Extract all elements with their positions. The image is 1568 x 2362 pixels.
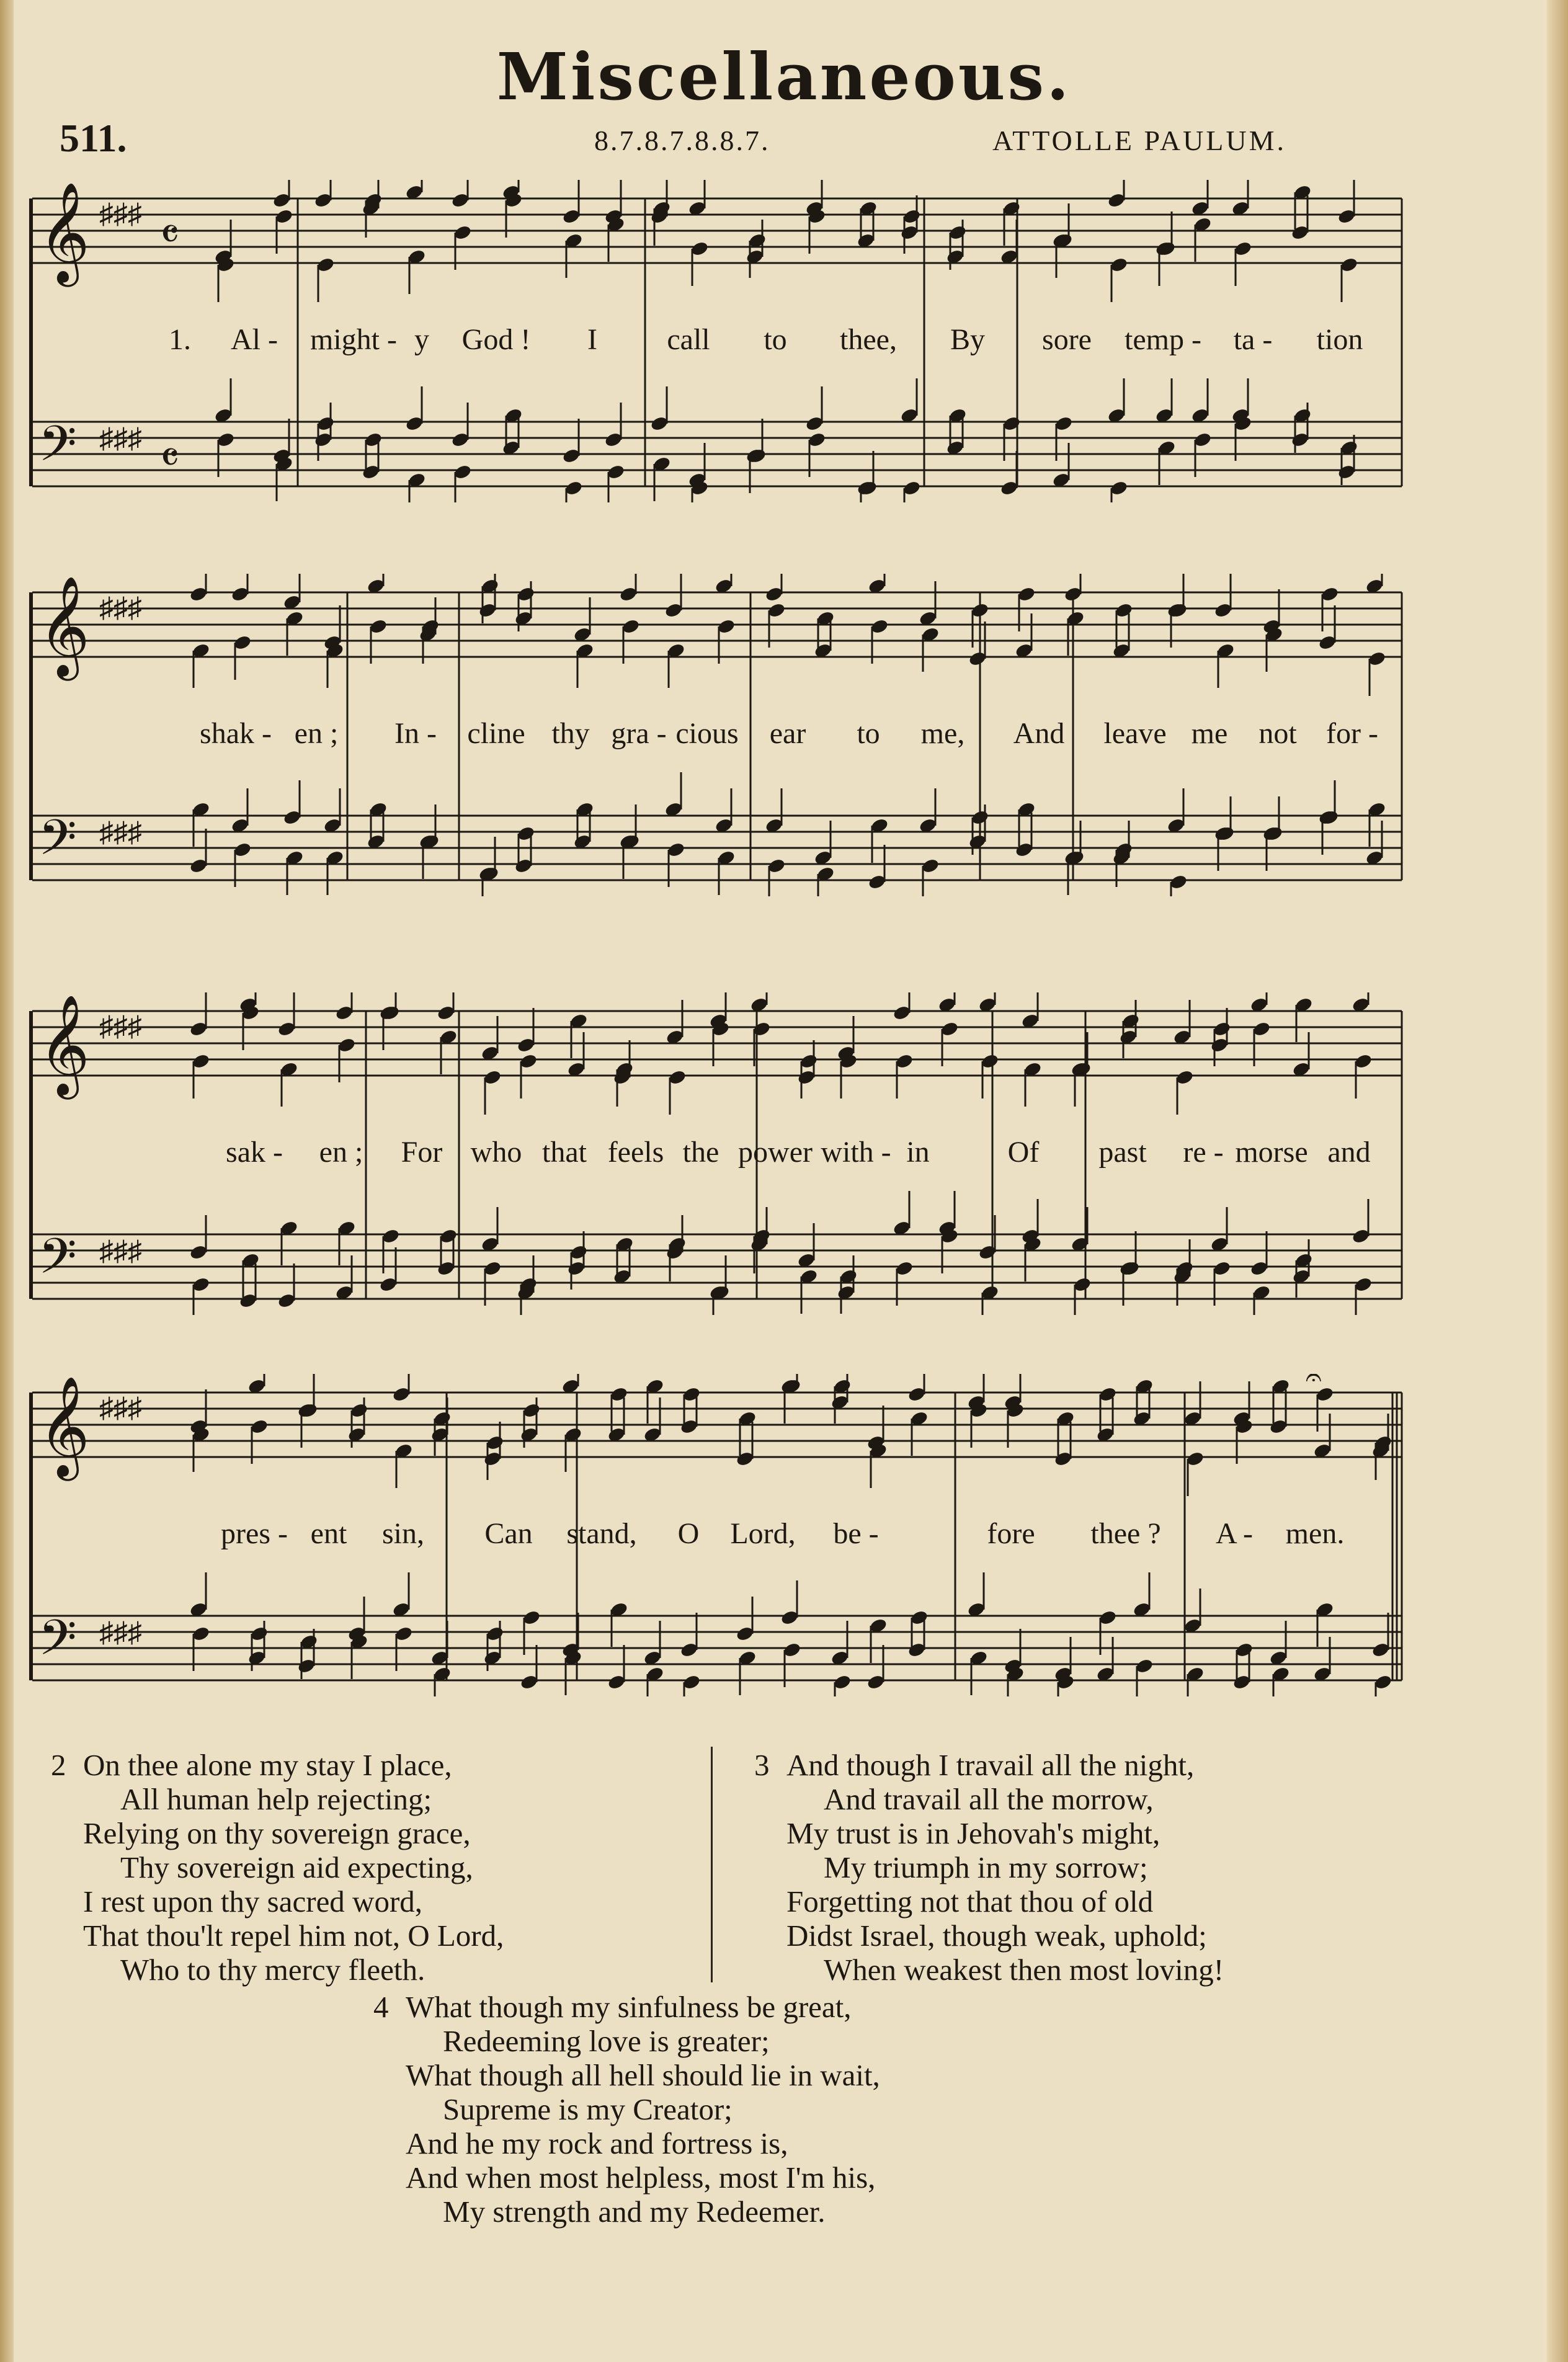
fermata-icon: 𝄐 (1306, 1374, 1322, 1393)
lyric-syllable: fore (987, 1517, 1035, 1550)
verse-line: And travail all the morrow, (824, 1782, 1154, 1816)
verse-line: Relying on thy sovereign grace, (83, 1816, 471, 1850)
music-system-4 (25, 1374, 1408, 1721)
lyric-syllable: in (906, 1136, 930, 1169)
lyric-syllable: By (950, 323, 986, 356)
treble-staff (32, 1393, 1402, 1457)
verse-number: 4 (373, 1990, 389, 2024)
lyric-syllable: shak - (200, 717, 272, 750)
lyric-syllable: Of (1007, 1136, 1040, 1169)
verse-line: And he my rock and fortress is, (406, 2126, 788, 2160)
page-binding-edge (0, 0, 14, 2362)
key-signature-sharps: ♯♯♯ (99, 422, 142, 454)
verse-2 (51, 1748, 504, 1987)
lyric-syllable: Al - (231, 323, 278, 356)
lyric-syllable: sin, (381, 1517, 425, 1550)
music-system-1 (25, 180, 1408, 527)
verse-number: 3 (754, 1748, 770, 1782)
verse-line: Redeeming love is greater; (443, 2024, 770, 2058)
verse-line: What though my sinfulness be great, (406, 1990, 852, 2024)
lyric-syllable: Lord, (730, 1517, 796, 1550)
lyric-line-4 (25, 1517, 1408, 1554)
verse-3 (754, 1748, 1224, 1987)
page-outer-edge (1547, 0, 1568, 2362)
key-signature-sharps: ♯♯♯ (99, 1010, 142, 1042)
verse-number: 2 (51, 1748, 66, 1782)
treble-clef-icon: 𝄞 (38, 579, 90, 675)
bass-clef-icon: 𝄢 (38, 811, 77, 877)
lyric-syllable: might - (310, 323, 397, 356)
key-signature-sharps: ♯♯♯ (99, 1392, 142, 1424)
lyric-syllable: for - (1326, 717, 1378, 750)
lyric-syllable: cline (467, 717, 525, 750)
lyric-syllable: me, (920, 717, 965, 750)
bass-staff (32, 422, 1402, 486)
lyric-syllable: ent (310, 1517, 347, 1550)
lyric-syllable: O (677, 1517, 700, 1550)
lyric-syllable: who (470, 1136, 522, 1169)
lyric-syllable: that (542, 1136, 587, 1169)
hymn-number: 511. (60, 116, 127, 160)
lyric-syllable: gra - (611, 717, 667, 750)
verse-line: And when most helpless, most I'm his, (406, 2160, 876, 2195)
verse-line: When weakest then most loving! (824, 1953, 1224, 1987)
lyric-syllable: feels (607, 1136, 664, 1169)
treble-clef-icon: 𝄞 (38, 997, 90, 1094)
lyric-line-2 (25, 716, 1408, 754)
lyric-syllable: morse (1235, 1136, 1308, 1169)
verse-line: And though I travail all the night, (786, 1748, 1195, 1782)
verse-line: That thou'lt repel him not, O Lord, (83, 1919, 504, 1953)
lyric-syllable: en ; (319, 1136, 363, 1169)
verse-line: Supreme is my Creator; (443, 2092, 733, 2126)
key-signature-sharps: ♯♯♯ (99, 816, 142, 848)
lyric-syllable: pres - (221, 1517, 288, 1550)
key-signature-sharps: ♯♯♯ (99, 198, 142, 230)
lyric-syllable: to (857, 717, 880, 750)
treble-clef-icon: 𝄞 (38, 185, 90, 281)
bass-clef-icon: 𝄢 (38, 1611, 77, 1677)
bass-clef-icon: 𝄢 (38, 417, 77, 483)
lyric-syllable: ta - (1233, 323, 1273, 356)
lyric-syllable: thee, (840, 323, 897, 356)
lyric-syllable: A - (1216, 1517, 1253, 1550)
lyric-syllable: men. (1285, 1517, 1345, 1550)
section-title: Miscellaneous. (496, 38, 1072, 115)
lyric-line-1 (25, 323, 1408, 360)
lyric-syllable: ear (769, 717, 806, 750)
lyric-syllable: God ! (461, 323, 531, 356)
lyric-syllable: to (764, 323, 787, 356)
verse-line: All human help rejecting; (120, 1782, 432, 1816)
lyric-syllable: re - (1183, 1136, 1224, 1169)
lyric-syllable: cious (675, 717, 739, 750)
verse-line: I rest upon thy sacred word, (83, 1884, 423, 1919)
verse-line: My strength and my Redeemer. (443, 2195, 826, 2229)
verse-line: My triumph in my sorrow; (824, 1850, 1148, 1884)
verse-line: What though all hell should lie in wait, (406, 2058, 880, 2092)
key-signature-sharps: ♯♯♯ (99, 1235, 142, 1267)
lyric-syllable: the (682, 1136, 719, 1169)
lyric-syllable: past (1098, 1136, 1147, 1169)
lyric-syllable: In - (394, 717, 437, 750)
lyric-syllable: I (587, 323, 597, 356)
lyric-syllable: leave (1103, 717, 1167, 750)
lyric-syllable: be - (833, 1517, 879, 1550)
key-signature-sharps: ♯♯♯ (99, 1616, 142, 1648)
lyric-syllable: sak - (226, 1136, 283, 1169)
lyric-syllable: thy (551, 717, 590, 750)
lyric-syllable: And (1013, 717, 1065, 750)
lyric-syllable: 1. (169, 323, 191, 356)
common-time-icon: 𝄴 (160, 435, 180, 483)
lyric-syllable: For (401, 1136, 443, 1169)
verse-line: On thee alone my stay I place, (83, 1748, 452, 1782)
lyric-syllable: Can (484, 1517, 533, 1550)
lyric-syllable: me (1191, 717, 1228, 750)
lyric-syllable: sore (1042, 323, 1092, 356)
hymn-meter: 8.7.8.7.8.8.7. (594, 125, 770, 156)
lyric-syllable: and (1327, 1136, 1371, 1169)
lyric-syllable: temp - (1125, 323, 1201, 356)
lyric-syllable: not (1258, 717, 1297, 750)
verse-line: Didst Israel, though weak, uphold; (786, 1919, 1207, 1953)
lyric-syllable: en ; (294, 717, 339, 750)
lyric-syllable: thee ? (1090, 1517, 1161, 1550)
lyric-line-3 (25, 1135, 1408, 1172)
verse-line: Thy sovereign aid expecting, (120, 1850, 473, 1884)
music-system-3 (25, 992, 1408, 1340)
verse-4 (373, 1990, 880, 2229)
bass-clef-icon: 𝄢 (38, 1229, 77, 1296)
tune-name: ATTOLLE PAULUM. (992, 125, 1287, 156)
verse-line: My trust is in Jehovah's might, (786, 1816, 1160, 1850)
treble-clef-icon: 𝄞 (38, 1379, 90, 1475)
verse-line: Who to thy mercy fleeth. (120, 1953, 425, 1987)
lyric-syllable: tion (1316, 323, 1363, 356)
music-system-2 (25, 574, 1408, 921)
lyric-syllable: stand, (566, 1517, 637, 1550)
lyric-syllable: y (414, 323, 429, 356)
lyric-syllable: power (738, 1136, 813, 1169)
common-time-icon: 𝄴 (160, 212, 180, 259)
key-signature-sharps: ♯♯♯ (99, 592, 142, 623)
lyric-syllable: with - (821, 1136, 891, 1169)
verse-column-divider (711, 1747, 713, 1982)
lyric-syllable: call (667, 323, 710, 356)
verse-line: Forgetting not that thou of old (786, 1884, 1154, 1919)
